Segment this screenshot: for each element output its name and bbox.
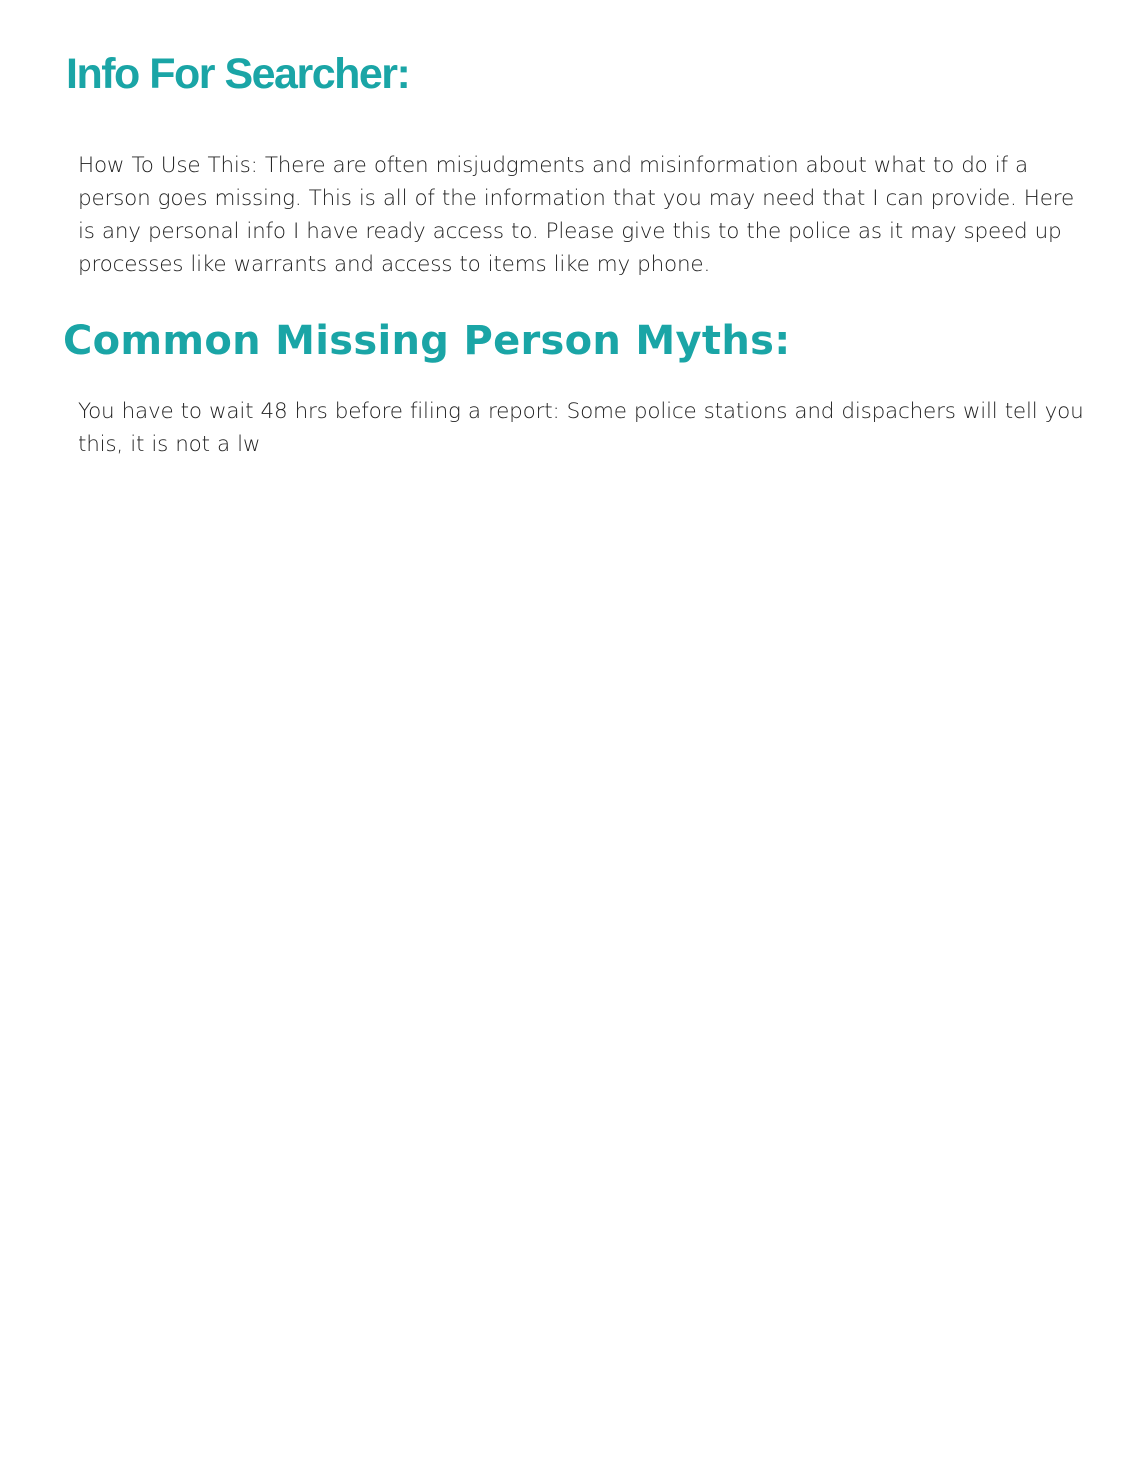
myth-48-hours-paragraph: You have to wait 48 hrs before filing a report: Some police stations and dispachers will tell you this, it is not a lw	[78, 399, 1084, 457]
how-to-use-paragraph: How To Use This: There are often misjudgments and misinformation about what to do if a person goes missing. This is all of the information that you may need that I can provide. Here is any personal info I have ready access to. Please give this to the police as it may speed up processes like warrants and access to items like my phone.	[78, 153, 1074, 277]
common-myths-heading: Common Missing Person Myths:	[63, 318, 791, 364]
info-for-searcher-heading: Info For Searcher:	[66, 50, 410, 98]
